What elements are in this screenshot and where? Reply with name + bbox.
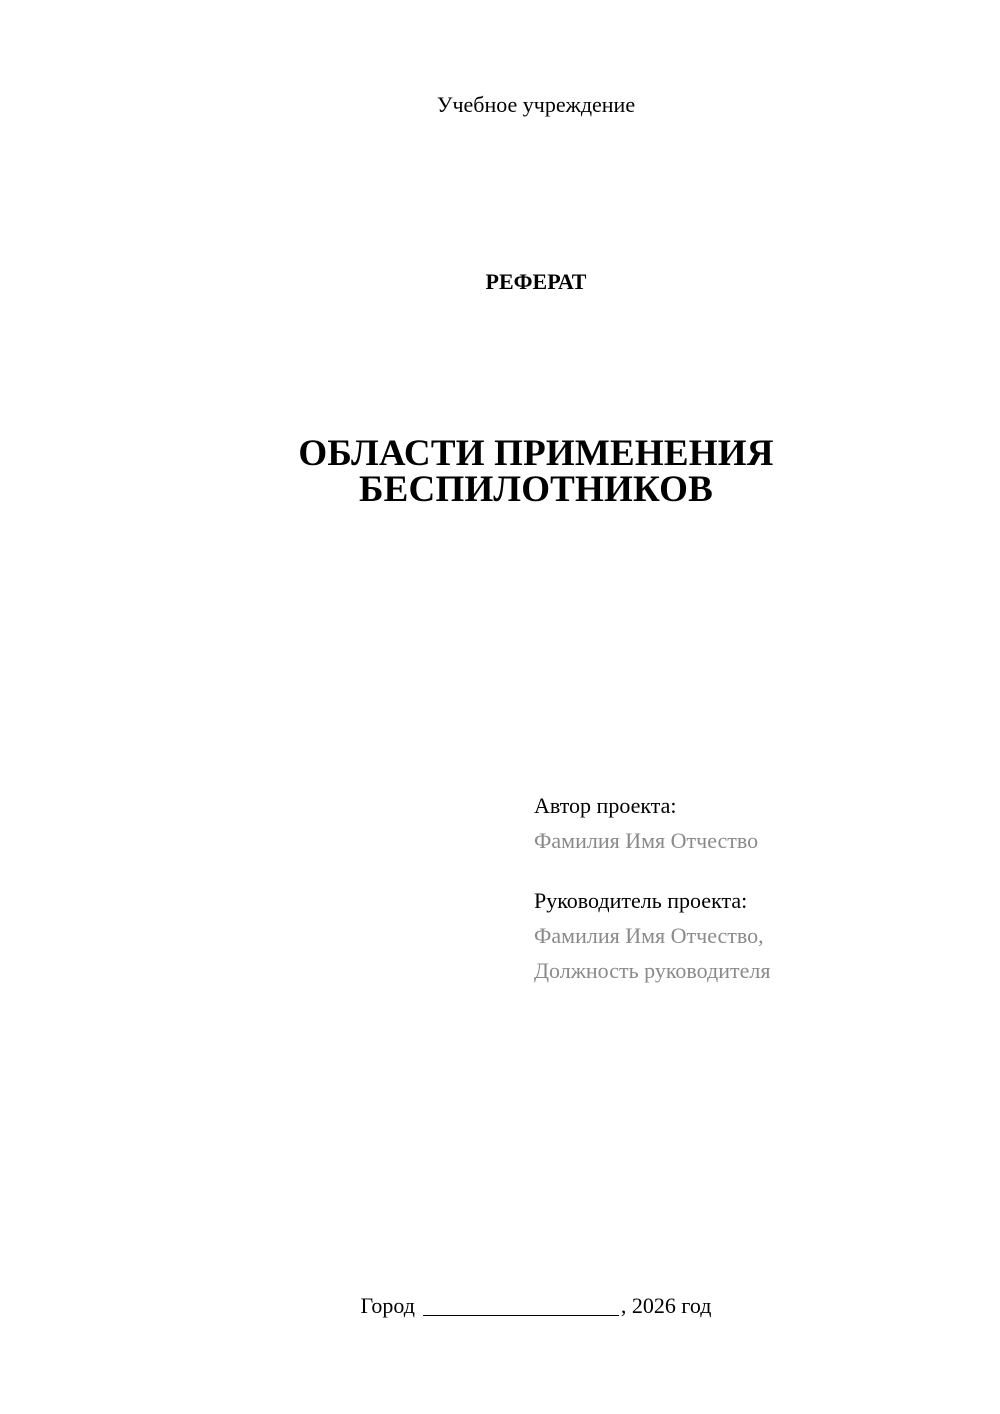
document-title-line-1: ОБЛАСТИ ПРИМЕНЕНИЯ bbox=[298, 433, 774, 474]
author-block bbox=[534, 788, 974, 858]
author-name: Фамилия Имя Отчество bbox=[534, 828, 759, 853]
city-year-line bbox=[0, 1290, 1000, 1321]
city-label: Город bbox=[360, 1293, 415, 1318]
supervisor-block bbox=[534, 883, 974, 988]
supervisor-name: Фамилия Имя Отчество, bbox=[534, 923, 764, 948]
supervisor-label: Руководитель проекта: bbox=[534, 888, 748, 913]
institution-name: Учебное учреждение bbox=[436, 92, 636, 117]
year-text: , 2026 год bbox=[620, 1293, 712, 1318]
document-type: РЕФЕРАТ bbox=[485, 269, 587, 294]
city-blank-line bbox=[423, 1293, 619, 1316]
author-label: Автор проекта: bbox=[534, 793, 677, 818]
supervisor-position: Должность руководителя bbox=[534, 958, 771, 983]
document-title bbox=[0, 433, 1000, 510]
document-title-line-2: БЕСПИЛОТНИКОВ bbox=[359, 469, 713, 510]
credits-block bbox=[534, 788, 974, 1013]
